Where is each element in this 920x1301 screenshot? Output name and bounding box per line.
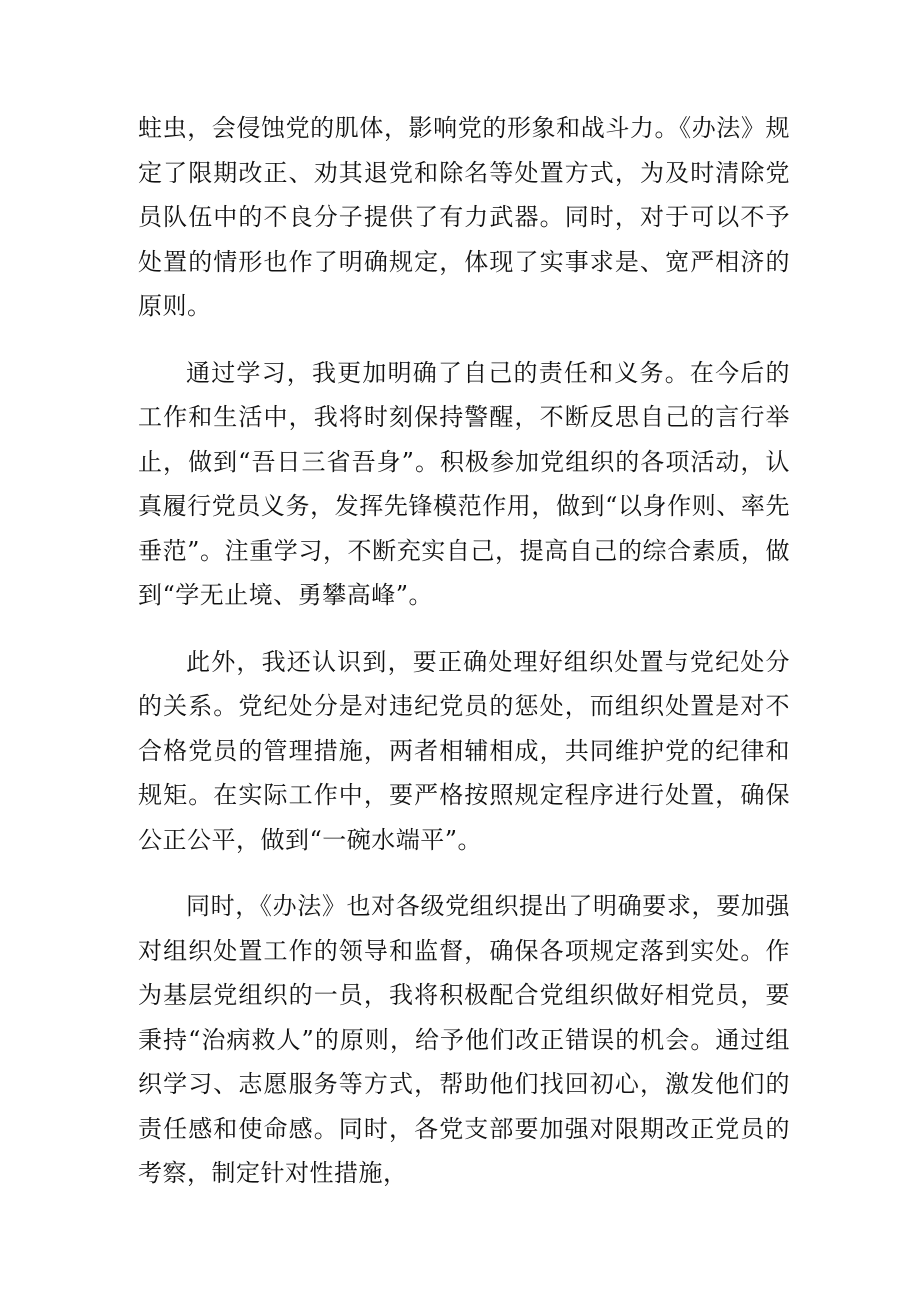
document-body: [138, 106, 790, 1218]
paragraph-2: 通过学习，我更加明确了自己的责任和义务。在今后的工作和生活中，我将时刻保持警醒，不断反思自己的言行举止，做到“吾日三省吾身”。积极参加党组织的各项活动，认真履行党员义务，发挥先锋模范作用，做到“以身作则、率先垂范”。注重学习，不断充实自己，提高自己的综合素质，做到“学无止境、勇攀高峰”。: [138, 358, 790, 609]
paragraph-4: 同时，《办法》也对各级党组织提出了明确要求，要加强对组织处置工作的领导和监督，确保各项规定落到实处。作为基层党组织的一员，我将积极配合党组织做好相党员，要秉持“治病救人”的原则，给予他们改正错误的机会。通过组织学习、志愿服务等方式，帮助他们找回初心，激发他们的责任感和使命感。同时，各党支部要加强对限期改正党员的考察，制定针对性措施，: [138, 892, 790, 1187]
paragraph-3: 此外，我还认识到，要正确处理好组织处置与党纪处分的关系。党纪处分是对违纪党员的惩处，而组织处置是对不合格党员的管理措施，两者相辅相成，共同维护党的纪律和规矩。在实际工作中，要严格按照规定程序进行处置，确保公正公平，做到“一碗水端平”。: [138, 647, 790, 854]
paragraph-1: 蛀虫，会侵蚀党的肌体，影响党的形象和战斗力。《办法》规定了限期改正、劝其退党和除名等处置方式，为及时清除党员队伍中的不良分子提供了有力武器。同时，对于可以不予处置的情形也作了明确规定，体现了实事求是、宽严相济的原则。: [138, 114, 790, 320]
